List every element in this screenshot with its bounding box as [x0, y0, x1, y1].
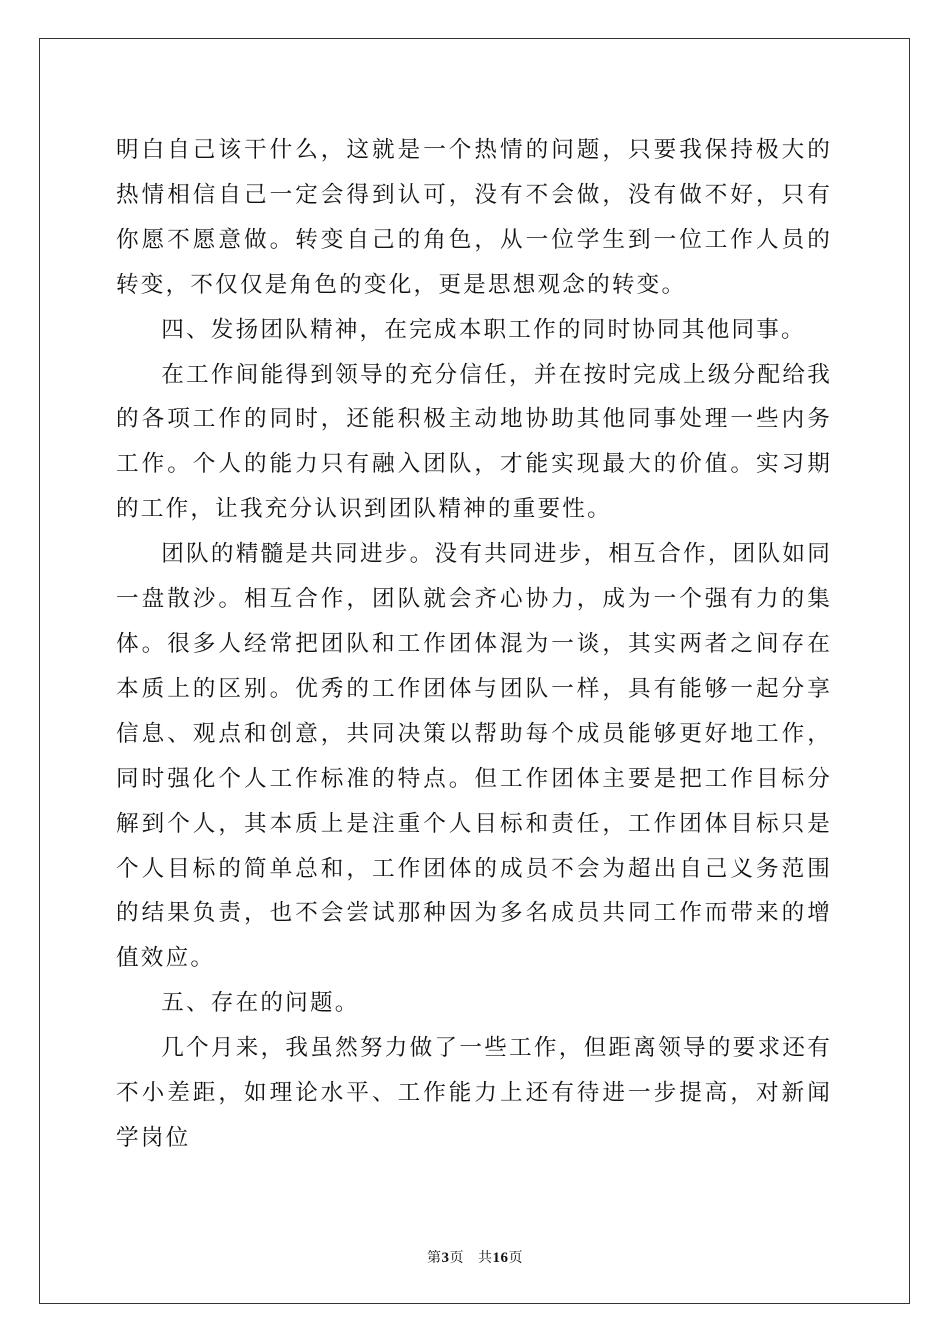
paragraph-3: 在工作间能得到领导的充分信任，并在按时完成上级分配给我的各项工作的同时，还能积极主动地协助其他同事处理一些内务工作。个人的能力只有融入团队，才能实现最大的价值。实习期的工作，让我充分认识到团队精神的重要性。: [116, 361, 832, 523]
footer-total-prefix: 共: [478, 1250, 493, 1266]
footer-total-pages: 16: [492, 1250, 509, 1266]
document-body: [116, 128, 832, 1161]
paragraph-1: 明白自己该干什么，这就是一个热情的问题，只要我保持极大的热情相信自己一定会得到认可，没有不会做，没有做不好，只有你愿不愿意做。转变自己的角色，从一位学生到一位工作人员的转变，不仅仅是角色的变化，更是思想观念的转变。: [116, 137, 832, 298]
footer-page-number: 3: [441, 1250, 450, 1266]
paragraph-4: 团队的精髓是共同进步。没有共同进步，相互合作，团队如同一盘散沙。相互合作，团队就会齐心协力，成为一个强有力的集体。很多人经常把团队和工作团体混为一谈，其实两者之间存在本质上的区别。优秀的工作团体与团队一样，具有能够一起分享信息、观点和创意，共同决策以帮助每个成员能够更好地工作，同时强化个人工作标准的特点。但工作团体主要是把工作目标分解到个人，其本质上是注重个人目标和责任，工作团体目标只是个人目标的简单总和，工作团体的成员不会为超出自己义务范围的结果负责，也不会尝试那种因为多名成员共同工作而带来的增值效应。: [116, 541, 832, 972]
paragraph-6: 几个月来，我虽然努力做了一些工作，但距离领导的要求还有不小差距，如理论水平、工作能力上还有待进一步提高，对新闻学岗位: [116, 1035, 832, 1151]
footer-prefix: 第: [427, 1250, 442, 1266]
footer-total-suffix: 页: [508, 1250, 523, 1266]
page-footer: [0, 1247, 950, 1267]
paragraph-2-heading: 四、发扬团队精神，在完成本职工作的同时协同其他同事。: [161, 316, 806, 343]
footer-page-suffix: 页: [449, 1250, 464, 1266]
paragraph-5-heading: 五、存在的问题。: [161, 990, 360, 1017]
